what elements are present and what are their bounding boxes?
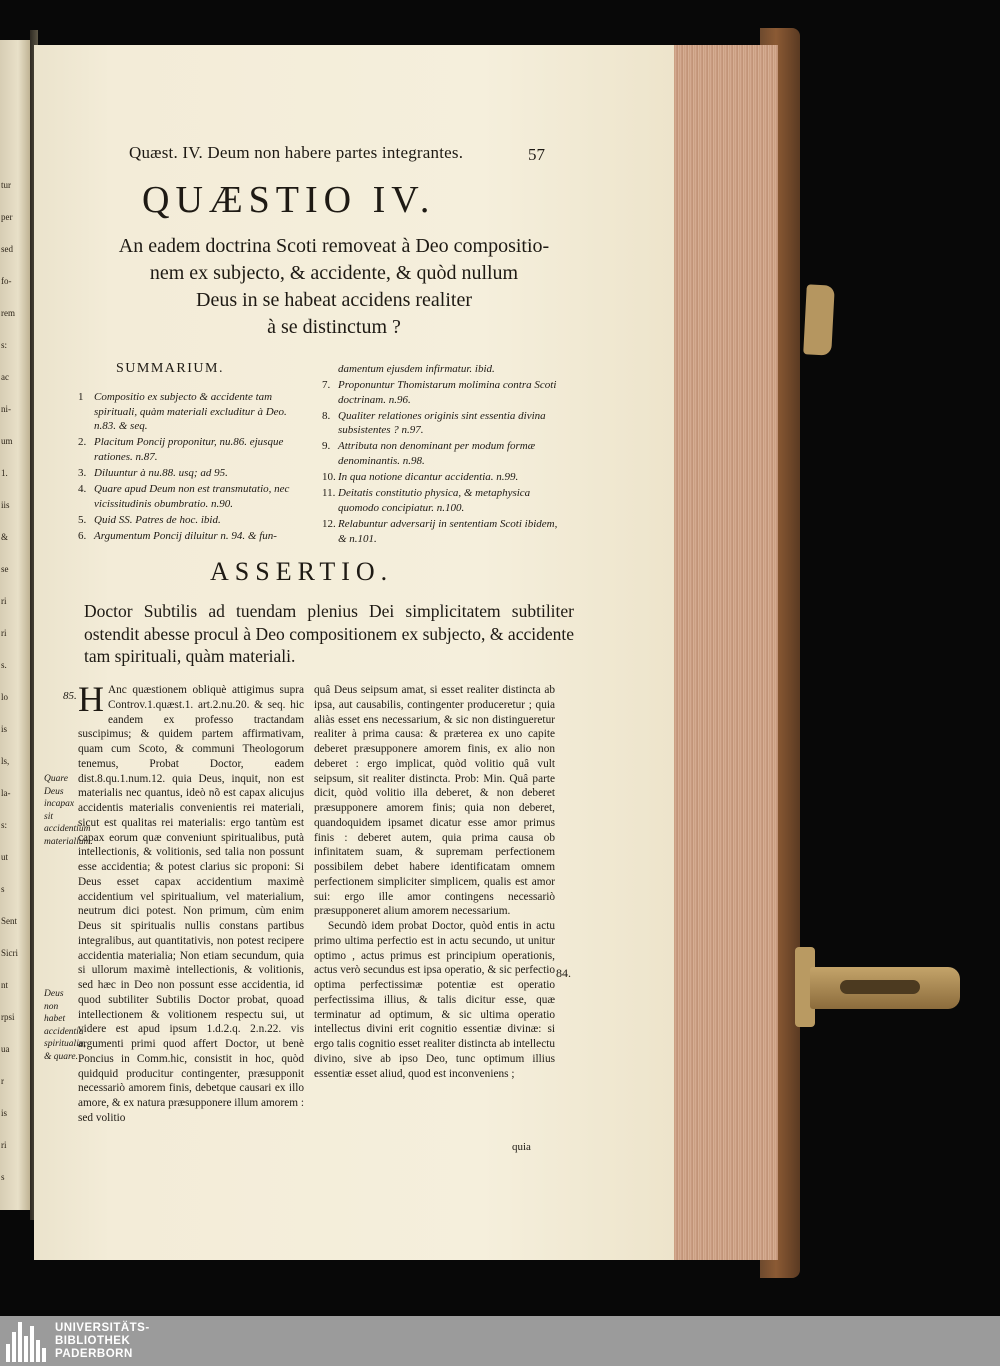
- summarium-continuation: damentum ejusdem infirmatur. ibid.: [338, 363, 495, 375]
- page-edges: [672, 45, 778, 1260]
- drop-cap: H: [78, 679, 104, 719]
- margin-number: 85.: [63, 690, 77, 702]
- facing-page-fragment: s.: [1, 660, 7, 670]
- facing-page-fragment: ut: [1, 852, 9, 862]
- library-footer: [0, 1316, 1000, 1366]
- facing-page-edge: [0, 40, 32, 1210]
- assertio-heading: ASSERTIO.: [210, 557, 394, 586]
- margin-number: 84.: [556, 966, 571, 980]
- question-title: QUÆSTIO IV.: [142, 179, 436, 221]
- facing-page-fragment: um: [1, 436, 13, 446]
- body-paragraph: quâ Deus seipsum amat, si esset realiter distincta ab ipsa, aut causabilis, contingenter produceretur ; quia aliàs esset ens necessarium, & sic non distingueretur realiter à prima causa: & præterea ex uno capite deberet præsupponere amorem finis, ex alio non deberet : ergo implicat, quòd volitio quâ vult seipsum, sit realiter distincta. Prob: Min. Quâ parte dicit, quòd volitio illa deberet, & non deberet præsupponere amorem finis; quia non deberet, quandoquidem ipsamet dicatur esse amor primus finis : deberet autem, quia prima causa ob infinitatem suam, & supremam perfectionem possibilem debet habere identificatam omnem perfectionem simpliciter simplicem, qualis est amor sui: ergo ille amor contingens necessariò præsupponeret alium amorem necessarium.: [314, 684, 555, 918]
- summarium-item: 12. Relabuntur adversarij in sententiam Scoti ibidem, & n.101.: [322, 517, 558, 545]
- facing-page-fragment: Sicri: [1, 948, 18, 958]
- facing-page-fragment: per: [1, 212, 13, 222]
- body-paragraph: Secundò idem probat Doctor, quòd entis in actu primo ultima perfectio est in actu secundo, ut unitur optimo , actus primus est principium operationis, actus verò secundus est ipsa operatio, & sic perfectio optima perfectissimæ potentiæ est operatio perfectissima illius, & talis dicitur esse, quæ terminatur ad optimum, & sic ultima operatio intellectus divini erit cognitio essentiæ divinæ: si ergo talis cognitio esset realiter distincta ab intellectu divino, sive ab ipso Deo, tunc optimum illius essentiæ esset aliud, quod est inconveniens ;: [314, 920, 555, 1080]
- summarium-item: 8. Qualiter relationes originis sint essentia divina subsistentes ? n.97.: [322, 409, 546, 437]
- summarium-right-column: [322, 362, 558, 548]
- margin-note: Deus non habet accidentia spiritualia, & quare.: [44, 989, 86, 1062]
- facing-page-fragment: iis: [1, 500, 10, 510]
- facing-page-fragment: fo-: [1, 276, 12, 286]
- body-column-right: [314, 683, 555, 1081]
- facing-page-fragment: 1.: [1, 468, 8, 478]
- facing-page-fragment: is: [1, 724, 8, 734]
- facing-page-fragment: ni-: [1, 404, 11, 414]
- facing-page-fragment: ri: [1, 1140, 7, 1150]
- facing-page-fragment: s: [1, 884, 5, 894]
- summarium-heading: SUMMARIUM.: [116, 361, 224, 376]
- margin-note: Quare Deus incapax sit accidentium materialium.: [44, 774, 93, 847]
- facing-page-fragment: ac: [1, 372, 9, 382]
- question-subtitle: [94, 233, 574, 341]
- page-number: 57: [528, 145, 545, 164]
- facing-page-fragment: ri: [1, 628, 7, 638]
- facing-page-fragment: tur: [1, 180, 11, 190]
- facing-page-fragment: ls,: [1, 756, 10, 766]
- clasp-fragment: [803, 284, 835, 355]
- subtitle-line: An eadem doctrina Scoti removeat à Deo compositio-: [118, 235, 550, 257]
- body-text: Anc quæstionem obliquè attigimus supra Controv.1.quæst.1. art.2.nu.20. & seq. hic eandem ex professo tractandam suscipimus; & quidem partem affirmativam, quam cum Scoto, & communi Theologorum tenemus, Probat Doctor, eadem dist.8.qu.1.num.12. quia Deus, inquit, non est materialis nec quantus, ideò nõ est capax alicujus accidentis materialis convenientis rei materiali, sicut est qualitas rei materialis: ergo tantùm est capax eorum quæ conveniunt spiritualibus, putà intellectionis, & volitionis, sed talia non possunt esse accidentia; & potest clarius sic proponi: Si Deus esset capax accidentium maximè accidentium vel spiritualium, vel materialium, neutrum dici potest. Non primum, cùm enim Deus sit spiritualis nullis constans partibus integralibus, aut quantitativis, non potest recipere accidentia materialia; Non etiam secundum, quia si ullorum maximè intellectionis, & volitionis, sed hæc in Deo non possunt esse accidentia, id quod subtiliter Subtilis Doctor probat, quoad intellectionem & volitionem respectu sui, ut videre est apud ipsum 1.d.2.q. 2.n.22. vis argumenti primi quod affert Doctor, ut benè Poncius in Comm.hic, consistit in hoc, quòd quidquid producitur contingenter, præsupponit necessariò amorem finis, debetque causari ex illo amore, & ex natura præsupponere illum amorem : sed volitio: [78, 684, 304, 1124]
- facing-page-fragment: &: [1, 532, 9, 542]
- facing-page-fragment: rpsi: [1, 1012, 15, 1022]
- facing-page-fragment: se: [1, 564, 9, 574]
- summarium-item: 2. Placitum Poncij proponitur, nu.86. ejusque rationes. n.87.: [78, 436, 284, 463]
- facing-page-fragment: la-: [1, 788, 11, 798]
- facing-page-fragment: ua: [1, 1044, 10, 1054]
- assertio-text: Doctor Subtilis ad tuendam plenius Dei simplicitatem subtiliter ostendit abesse procul à Deo compositionem ex subjecto, & accidente tam spirituali, quàm materiali.: [84, 601, 574, 666]
- facing-page-fragment: s: [1, 1172, 5, 1182]
- summarium-left-column: [78, 390, 310, 545]
- facing-page-fragment: s:: [1, 340, 8, 350]
- running-head: Quæst. IV. Deum non habere partes integrantes.: [129, 143, 464, 162]
- summarium-item: 5. Quid SS. Patres de hoc. ibid.: [78, 513, 221, 526]
- facing-page-fragment: ri: [1, 596, 7, 606]
- facing-page-fragment: s:: [1, 820, 8, 830]
- facing-page-fragment: is: [1, 1108, 8, 1118]
- book-clasp: [795, 942, 965, 1028]
- summarium-item: 1 Compositio ex subjecto & accidente tam spirituali, quàm materiali excluditur à Deo. n.83. & seq.: [78, 391, 287, 433]
- library-logo-icon: [6, 1322, 46, 1362]
- summarium-item: 10. In qua notione dicantur accidentia. n.99.: [322, 471, 519, 484]
- summarium-item: 7. Proponuntur Thomistarum molimina contra Scoti doctrinam. n.96.: [322, 379, 557, 406]
- summarium-item: 4. Quare apud Deum non est transmutatio, nec vicissitudinis obumbratio. n.90.: [78, 483, 290, 510]
- body-paragraph: [78, 679, 304, 1126]
- library-name: UNIVERSITÄTS- BIBLIOTHEK PADERBORN: [55, 1322, 150, 1360]
- facing-page-fragment: r: [1, 1076, 4, 1086]
- subtitle-line: nem ex subjecto, & accidente, & quòd nullum: [149, 262, 519, 284]
- summarium-item: 9. Attributa non denominant per modum formæ denominantis. n.98.: [322, 440, 536, 468]
- subtitle-line: à se distinctum ?: [267, 316, 401, 338]
- summarium-item: 6. Argumentum Poncij diluitur n. 94. & fun-: [78, 529, 277, 542]
- body-column-left: [78, 679, 304, 1126]
- book-page: [34, 45, 674, 1260]
- summarium-item: 11. Deitatis constitutio physica, & metaphysica quomodo concipiatur. n.100.: [322, 487, 531, 514]
- subtitle-line: Deus in se habeat accidens realiter: [196, 289, 472, 311]
- facing-page-fragment: rem: [1, 308, 15, 318]
- facing-page-fragment: sed: [1, 244, 13, 254]
- facing-page-fragment: nt: [1, 980, 9, 990]
- facing-page-fragment: lo: [1, 692, 9, 702]
- catchword: quia: [512, 1141, 531, 1153]
- facing-page-fragment: Sent: [1, 916, 18, 926]
- summarium-item: 3. Diluuntur à nu.88. usq; ad 95.: [78, 466, 228, 479]
